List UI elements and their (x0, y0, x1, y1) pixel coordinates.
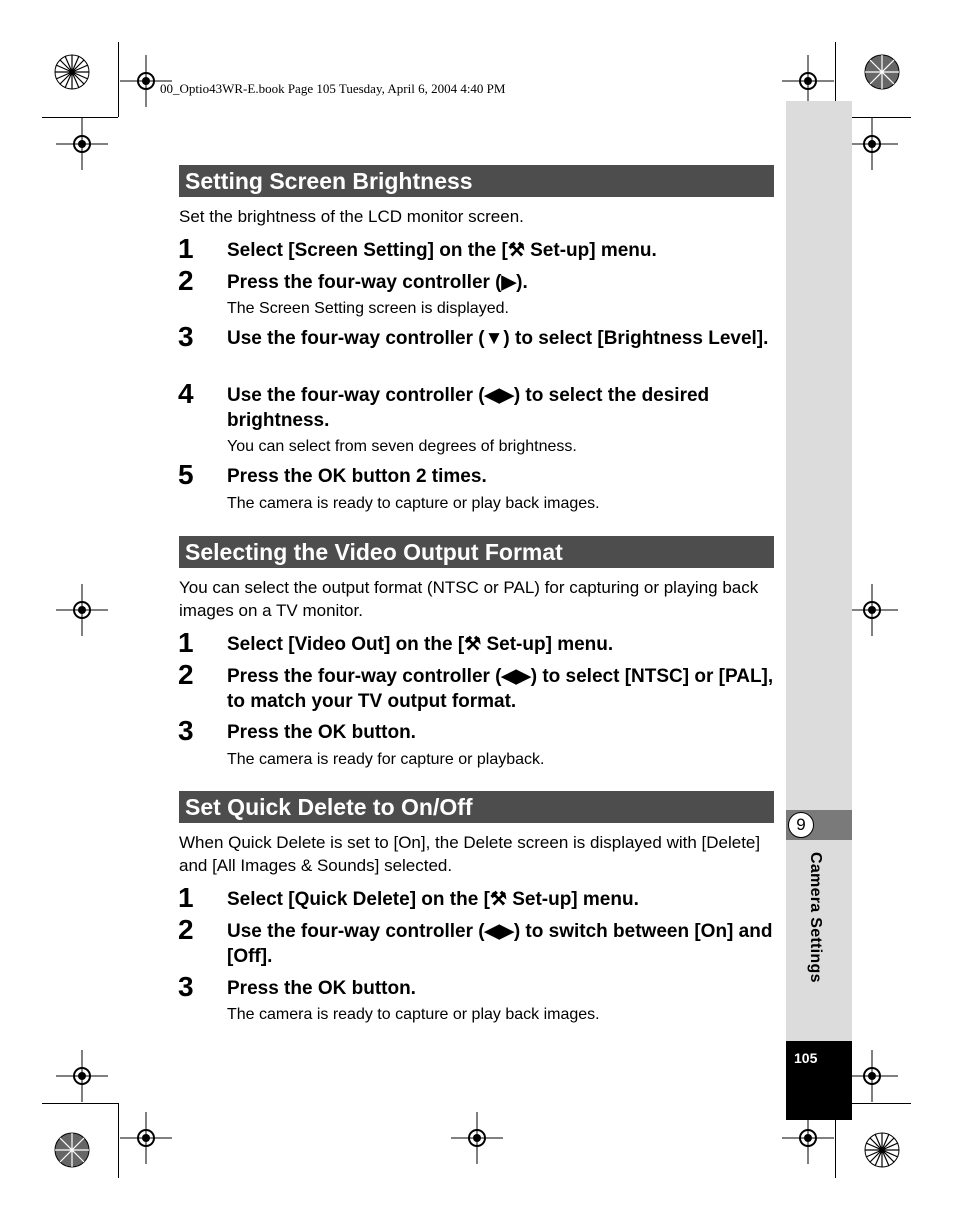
step-text: Use the four-way controller (◀▶) to switch between [On] and [Off]. (227, 921, 773, 967)
step-text: Select [Screen Setting] on the [⚒ Set-up] menu. (227, 240, 657, 261)
step-text: Use the four-way controller (▼) to select [Brightness Level]. (227, 328, 769, 349)
chapter-number: 9 (788, 812, 814, 838)
step-text: Press the four-way controller (◀▶) to select [NTSC] or [PAL], to match your TV output format. (227, 666, 774, 712)
registration-mark-icon (782, 55, 834, 107)
section-heading-bar (179, 791, 774, 823)
chapter-title: Camera Settings (807, 852, 824, 983)
step-text: Press the OK button. (227, 722, 416, 743)
step-number: 3 (178, 971, 194, 1002)
sunburst-mark-icon (864, 54, 900, 90)
registration-mark-icon (846, 118, 898, 170)
sunburst-mark-icon (54, 54, 90, 90)
step-number: 1 (178, 233, 194, 264)
step-number: 1 (178, 627, 194, 658)
section-title: Selecting the Video Output Format (185, 539, 563, 565)
section-heading-bar (179, 165, 774, 197)
registration-mark-icon (120, 1112, 172, 1164)
step-text: Press the OK button. (227, 978, 416, 999)
section-title: Set Quick Delete to On/Off (185, 794, 473, 820)
step-text: Press the four-way controller (▶). (227, 272, 528, 293)
step-number: 2 (178, 659, 194, 690)
page-number: 105 (794, 1050, 818, 1066)
step-number: 5 (178, 459, 194, 490)
section-intro: Set the brightness of the LCD monitor screen. (179, 207, 524, 226)
step-note: The camera is ready to capture or play back images. (227, 495, 600, 512)
registration-mark-icon (56, 584, 108, 636)
step-number: 2 (178, 914, 194, 945)
registration-mark-icon (56, 118, 108, 170)
step-note: The camera is ready to capture or play back images. (227, 1006, 600, 1023)
step-note: You can select from seven degrees of brightness. (227, 438, 577, 455)
step-number: 3 (178, 715, 194, 746)
step-number: 1 (178, 882, 194, 913)
step-number: 2 (178, 265, 194, 296)
step-text: Press the OK button 2 times. (227, 466, 487, 487)
section-title: Setting Screen Brightness (185, 168, 473, 194)
step-number: 3 (178, 321, 194, 352)
registration-mark-icon (451, 1112, 503, 1164)
sunburst-mark-icon (864, 1132, 900, 1168)
step-text: Use the four-way controller (◀▶) to select the desired brightness. (227, 385, 710, 431)
section-heading-bar (179, 536, 774, 568)
registration-mark-icon (846, 584, 898, 636)
step-number: 4 (178, 378, 194, 409)
section-intro: You can select the output format (NTSC or PAL) for capturing or playing back images on a TV monitor. (179, 578, 759, 620)
step-note: The Screen Setting screen is displayed. (227, 300, 509, 317)
book-file-header: 00_Optio43WR-E.book Page 105 Tuesday, April 6, 2004 4:40 PM (160, 81, 506, 96)
step-note: The camera is ready for capture or playback. (227, 751, 545, 768)
step-text: Select [Video Out] on the [⚒ Set-up] menu. (227, 634, 614, 655)
sunburst-mark-icon (54, 1132, 90, 1168)
section-intro: When Quick Delete is set to [On], the Delete screen is displayed with [Delete] and [All Images & Sounds] selected. (179, 833, 761, 875)
registration-mark-icon (56, 1050, 108, 1102)
step-text: Select [Quick Delete] on the [⚒ Set-up] menu. (227, 889, 639, 910)
registration-mark-icon (846, 1050, 898, 1102)
